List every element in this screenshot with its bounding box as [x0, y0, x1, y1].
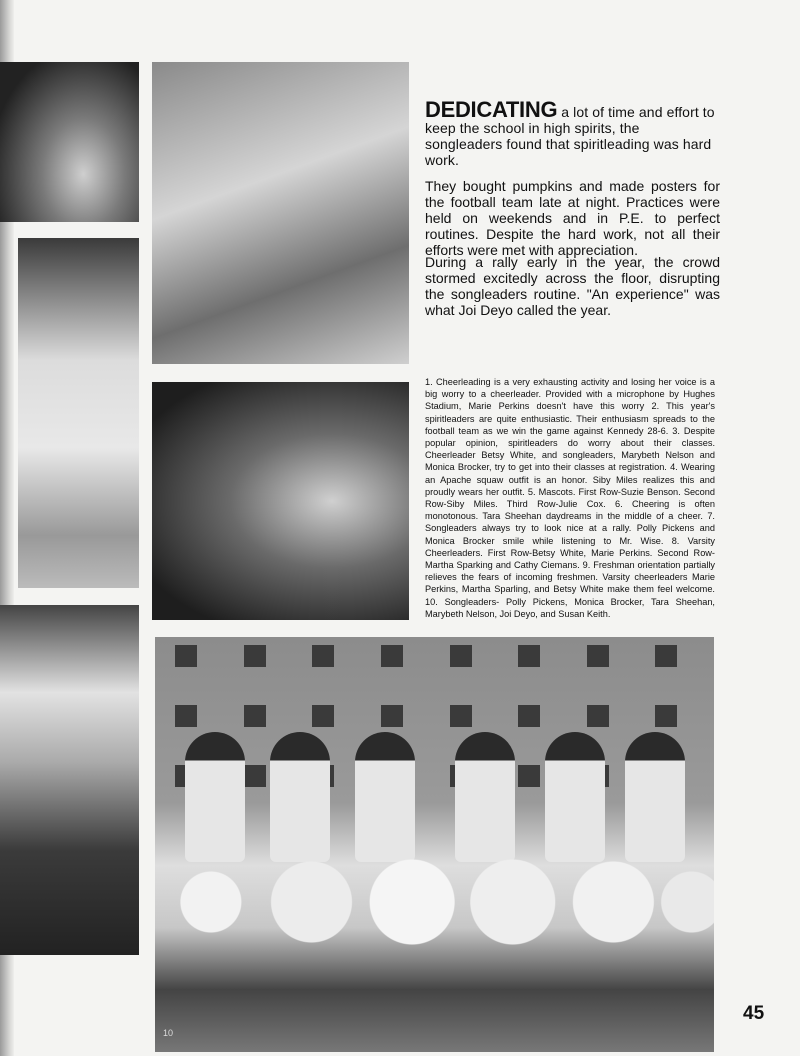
- lead-text: a lot of time and effort to keep the school in high spirits, the songleaders found that spiritleading was hard work.: [425, 104, 715, 168]
- lead-word: DEDICATING: [425, 97, 558, 122]
- article-lead: [425, 97, 720, 168]
- photo-registration: [152, 62, 409, 364]
- photo-cheerleaders-rally: [0, 62, 139, 222]
- photo-captions: 1. Cheerleading is a very exhausting activity and losing her voice is a big worry to a cheerleader. Provided with a microphone by Hughes Stadium, Marie Perkins doesn't have this worry 2. This year's spiritleaders are quite enthusiastic. Their enthusiasm spreads to the football team as we win the game against Kennedy 28-6. 3. Despite popular opinion, spiritleaders do worry about their classes. Cheerleader Betsy White, and songleaders, Marybeth Nelson and Monica Brocker, try to get into their classes at registration. 4. Wearing an Apache squaw outfit is an honor. Siby Miles realizes this and proudly wears her outfit. 5. Mascots. First Row-Suzie Benson. Second Row-Siby Miles. Third Row-Julie Cox. 6. Cheering is often monotonous. Tara Sheehan daydreams in the middle of a cheer. 7. Songleaders always try to look nice at a rally. Polly Pickens and Monica Brocker smile while listening to Mr. Wise. 8. Varsity Cheerleaders. First Row-Betsy White, Marie Perkins. Second Row-Martha Sparking and Cathy Ciemans. 9. Freshman orientation partially relieves the fears of incoming freshmen. Varsity cheerleaders Marie Perkins, Martha Sparling, and Betsy White make them feel welcome. 10. Songleaders- Polly Pickens, Monica Brocker, Tara Sheehan, Marybeth Nelson, Joi Deyo, and Susan Keith.: [425, 377, 715, 619]
- photo-songleaders-group: [155, 637, 714, 1052]
- article-paragraph-2: During a rally early in the year, the crowd stormed excitedly across the floor, disrupting the songleaders routine. "An experience" was what Joi Deyo called the year.: [425, 254, 720, 318]
- photo-cheerleader-microphone: [18, 238, 139, 588]
- photo-cheerleader-outdoors: [0, 605, 139, 955]
- songleader-figures: [155, 732, 714, 862]
- photo-songleaders-seated: [152, 382, 409, 620]
- article-paragraph-1: They bought pumpkins and made posters for the football team late at night. Practices were held on weekends and in P.E. to perfect routines. Despite the hard work, not all their efforts were met with appreciation.: [425, 178, 720, 258]
- photo-number: 10: [163, 1028, 174, 1038]
- pompoms: [155, 857, 714, 947]
- page-number: 45: [743, 1003, 765, 1024]
